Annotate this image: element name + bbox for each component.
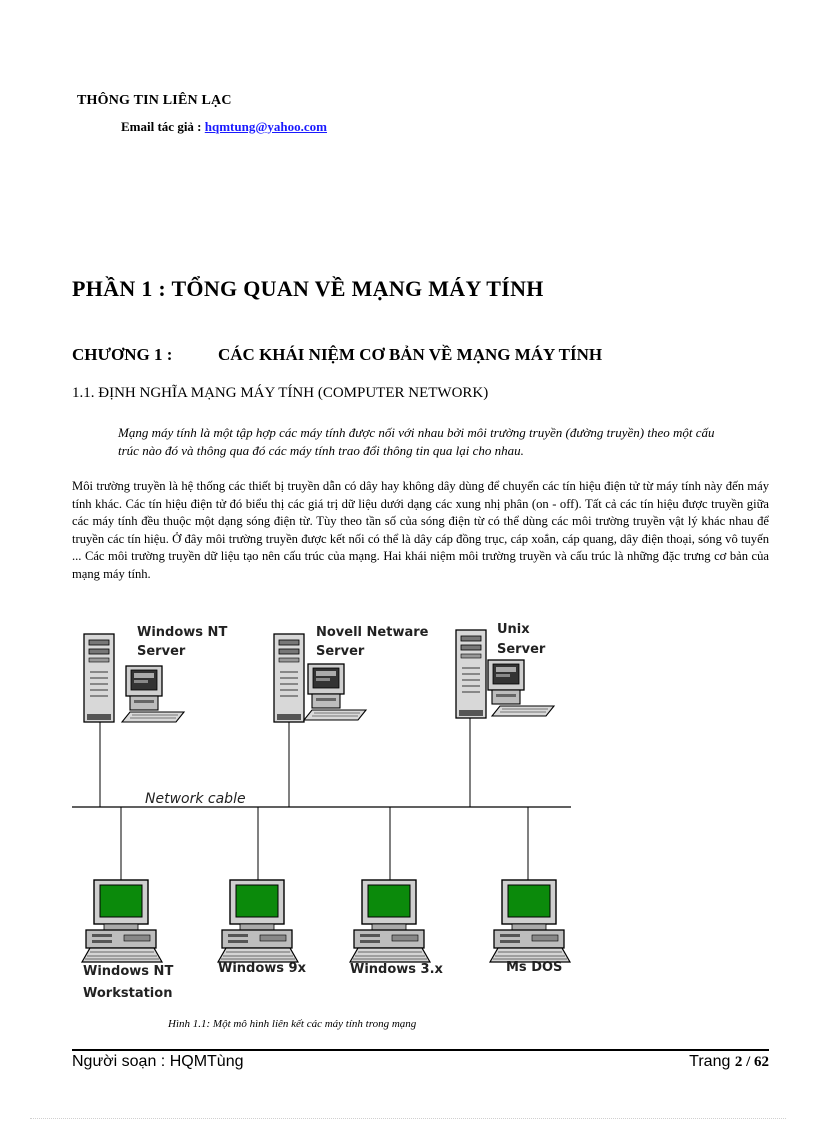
part-title: PHẦN 1 : TỔNG QUAN VỀ MẠNG MÁY TÍNH [72,276,544,301]
figure-caption: Hình 1.1: Một mô hình liên kết các máy tính trong mạng [168,1018,417,1030]
chapter-title: CÁC KHÁI NIỆM CƠ BẢN VỀ MẠNG MÁY TÍNH [218,345,603,364]
page-label: Trang [689,1053,731,1070]
workstation-1-label-line2: Workstation [83,986,173,1001]
server-1-label-line1: Windows NT [137,625,228,640]
server-2-label-line2: Server [316,644,365,659]
server-2-label-line1: Novell Netware [316,625,429,640]
page-bottom-border [30,1118,786,1119]
page-number: 2 / 62 [734,1054,769,1070]
footer-divider [72,1049,769,1051]
workstation-2-label: Windows 9x [218,961,306,976]
chapter-label: CHƯƠNG 1 : [72,345,173,364]
email-label: Email tác giả : [121,119,202,134]
server-3-label-line1: Unix [497,622,530,637]
contact-heading: THÔNG TIN LIÊN LẠC [77,93,232,108]
email-link[interactable]: hqmtung@yahoo.com [204,119,328,134]
footer-author: Người soạn : HQMTùng [72,1053,244,1070]
server-1-label-line2: Server [137,644,186,659]
workstation-4-label: Ms DOS [506,960,563,975]
footer-page [689,1053,769,1071]
workstation-windows-9x [218,880,298,962]
body-paragraph: Môi trường truyền là hệ thống các thiết bị truyền dẫn có dây hay không dây dùng để chuyển các tín hiệu điện tử từ máy tính này đến máy tính khác. Các tín hiệu điện tử đó biểu thị các giá trị dữ liệu dưới dạng các xung nhị phân (on - off). Tất cả các tín hiệu được truyền giữa các máy tính đều thuộc một dạng sóng điện từ. Tùy theo tần số của sóng điện từ có thể dùng các môi trường truyền vật lý khác nhau để truyền các tín hiệu. Ở đây môi trường truyền được kết nối có thể là dây cáp đồng trục, cáp xoắn, cáp quang, dây điện thoại, sóng vô tuyến ... Các môi trường truyền dữ liệu tạo nên cấu trúc của mạng. Hai khái niệm môi trường truyền và cấu trúc là những đặc trưng cơ bản của mạng máy tính. [72,479,769,581]
definition-text: Mạng máy tính là một tập hợp các máy tính được nối với nhau bởi môi trường truyền (đường truyền) theo một cấu trúc nào đó và thông qua đó các máy tính trao đổi thông tin qua lại cho nhau. [118,425,715,458]
workstation-ms-dos [490,880,570,962]
workstation-1-label-line1: Windows NT [83,964,174,979]
network-cable-label: Network cable [145,791,246,807]
workstation-windows-nt [82,880,162,962]
workstation-3-label: Windows 3.x [350,962,443,977]
workstation-windows-3x [350,880,430,962]
section-title: 1.1. ĐỊNH NGHĨA MẠNG MÁY TÍNH (COMPUTER NETWORK) [72,385,489,401]
server-3-label-line2: Server [497,642,546,657]
